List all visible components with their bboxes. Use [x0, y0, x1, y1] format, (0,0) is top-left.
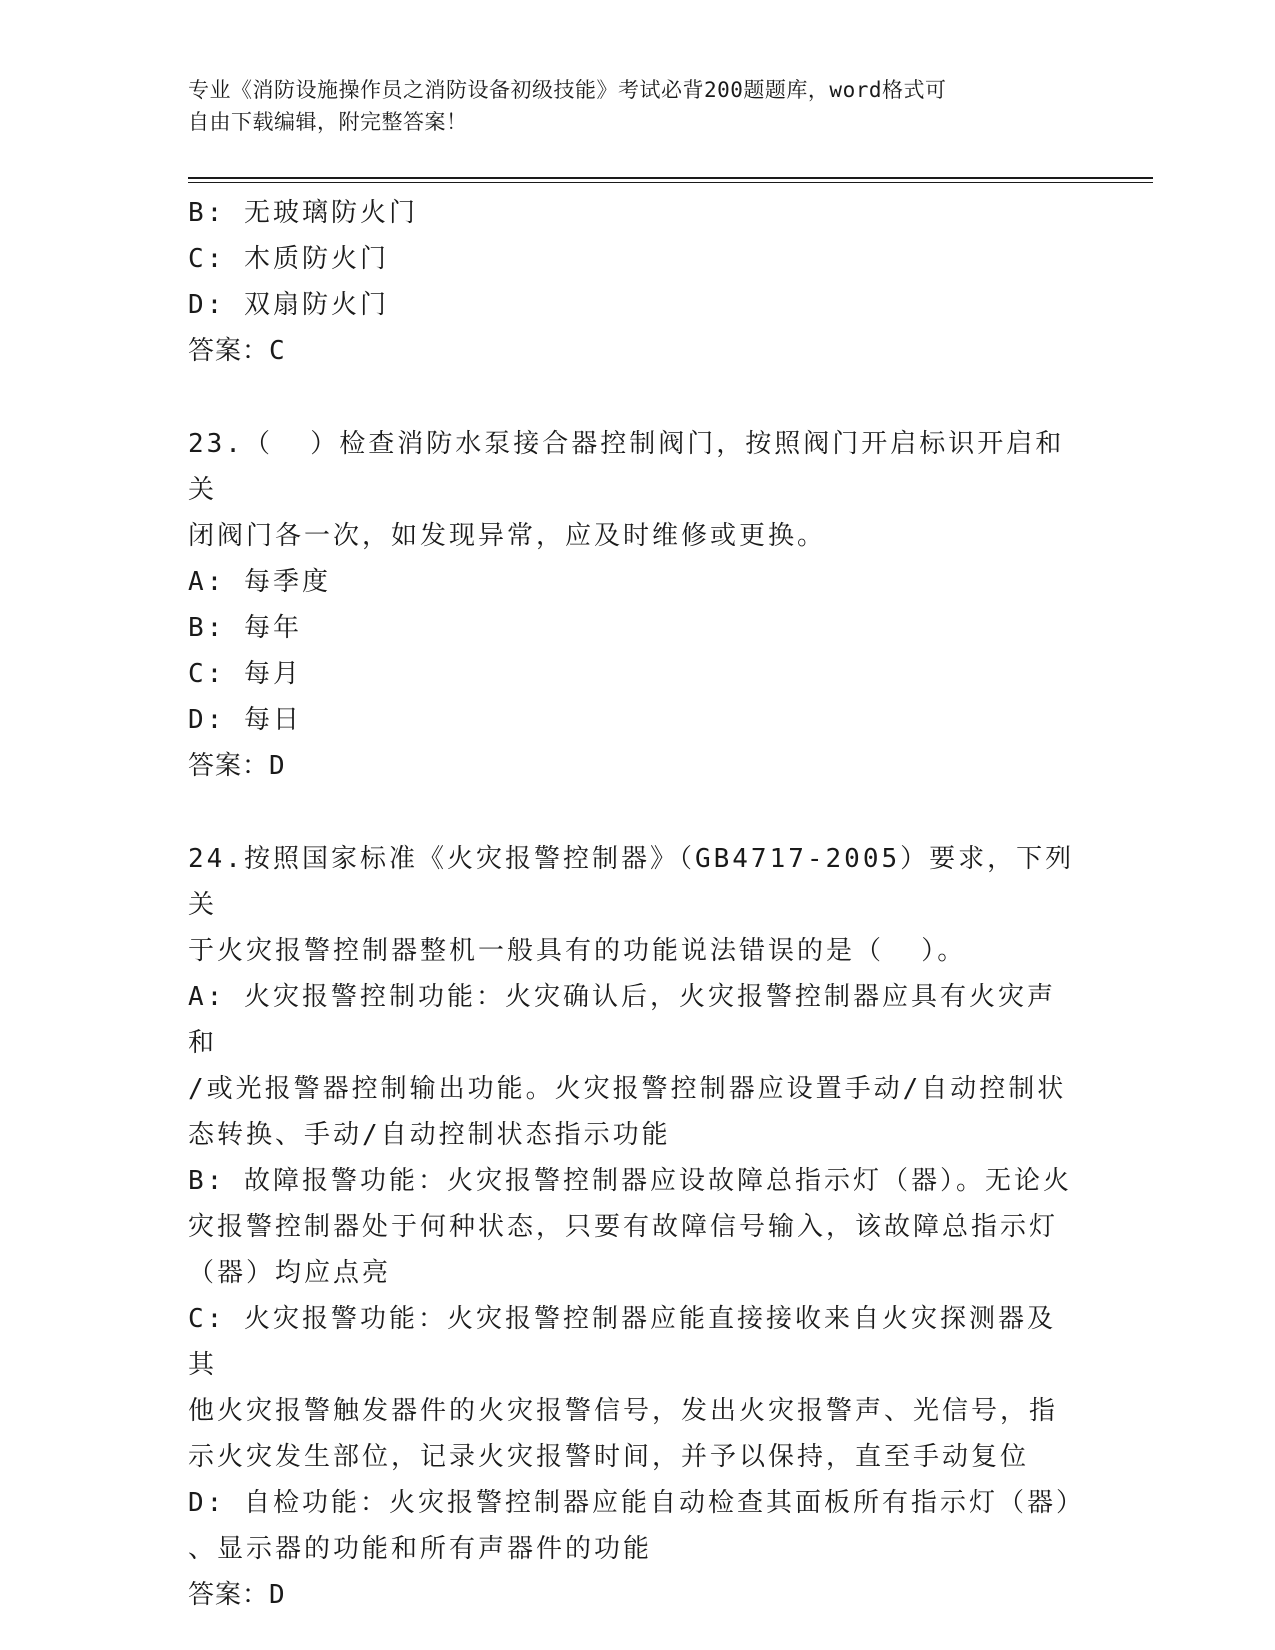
answer: 答案：D — [188, 1580, 286, 1610]
question-stem: 闭阀门各一次，如发现异常，应及时维修或更换。 — [188, 521, 827, 551]
question-23 — [188, 421, 1078, 789]
question-stem: 23.（ ）检查消防水泵接合器控制阀门，按照阀门开启标识开启和关 — [188, 429, 1065, 505]
header-rule-thick — [188, 177, 1153, 179]
option-d: D: 每日 — [188, 705, 302, 735]
spacer — [188, 374, 1078, 421]
question-stem: 于火灾报警控制器整机一般具有的功能说法错误的是（ ）。 — [188, 936, 967, 966]
option-b: B: 故障报警功能：火灾报警控制器应设故障总指示灯（器）。无论火 — [188, 1166, 1072, 1196]
document-header — [188, 74, 1068, 138]
option-b: B: 每年 — [188, 613, 302, 643]
option-c: C: 木质防火门 — [188, 244, 389, 274]
option-a: A: 每季度 — [188, 567, 331, 597]
header-line-1: 专业《消防设施操作员之消防设备初级技能》考试必背200题题库，word格式可 — [188, 78, 947, 102]
option-a: /或光报警器控制输出功能。火灾报警控制器应设置手动/自动控制状 — [188, 1074, 1067, 1104]
option-b: B: 无玻璃防火门 — [188, 198, 418, 228]
answer: 答案：C — [188, 336, 286, 366]
option-c: C: 火灾报警功能：火灾报警控制器应能直接接收来自火灾探测器及其 — [188, 1304, 1056, 1380]
option-d: 、显示器的功能和所有声器件的功能 — [188, 1534, 653, 1564]
document-body — [188, 190, 1085, 1618]
option-c: 示火灾发生部位，记录火灾报警时间，并予以保持，直至手动复位 — [188, 1442, 1030, 1472]
question-22 — [188, 190, 1078, 374]
spacer — [188, 789, 1078, 836]
option-c: 他火灾报警触发器件的火灾报警信号，发出火灾报警声、光信号，指 — [188, 1396, 1059, 1426]
answer: 答案：D — [188, 751, 286, 781]
question-stem: 24.按照国家标准《火灾报警控制器》（GB4717-2005）要求，下列关 — [188, 844, 1075, 920]
option-b: （器）均应点亮 — [188, 1258, 392, 1288]
option-a: A: 火灾报警控制功能：火灾确认后，火灾报警控制器应具有火灾声和 — [188, 982, 1056, 1058]
question-24 — [188, 836, 1085, 1618]
option-c: C: 每月 — [188, 659, 302, 689]
option-b: 灾报警控制器处于何种状态，只要有故障信号输入，该故障总指示灯 — [188, 1212, 1059, 1242]
header-line-2: 自由下载编辑，附完整答案！ — [188, 110, 468, 134]
option-a: 态转换、手动/自动控制状态指示功能 — [188, 1120, 671, 1150]
option-d: D: 双扇防火门 — [188, 290, 389, 320]
header-rule-thin — [188, 182, 1153, 183]
option-d: D: 自检功能：火灾报警控制器应能自动检查其面板所有指示灯（器） — [188, 1488, 1085, 1518]
